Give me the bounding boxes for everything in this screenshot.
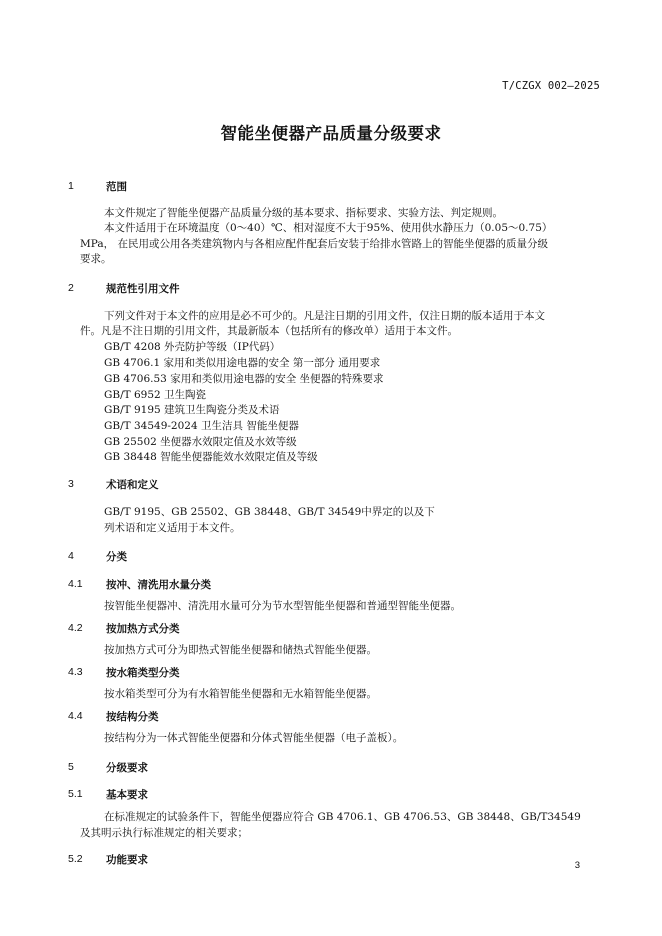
section-3-paragraph-line-2: 列术语和定义适用于本文件。	[104, 522, 241, 534]
section-2-paragraph-line-1: 下列文件对于本文件的应用是必不可少的。凡是注日期的引用文件，仅注日期的版本适用于本文	[104, 310, 545, 322]
document-title: 智能坐便器产品质量分级要求	[220, 124, 442, 143]
subsection-4-4-title: 按结构分类	[106, 711, 159, 723]
subsection-5-1-number: 5.1	[68, 788, 83, 800]
section-1-number: 1	[68, 180, 74, 192]
subsection-4-2-text: 按加热方式可分为即热式智能坐便器和储热式智能坐便器。	[104, 644, 377, 656]
subsection-5-1-text-line-2: 及其明示执行标准规定的相关要求；	[80, 827, 248, 839]
subsection-5-1-text-line-1: 在标准规定的试验条件下，智能坐便器应符合 GB 4706.1、GB 4706.53、GB 38448、GB/T34549	[104, 811, 581, 823]
section-5-title: 分级要求	[106, 762, 148, 774]
page-number: 3	[574, 860, 580, 871]
reference-item: GB 4706.53 家用和类似用途电器的安全 坐便器的特殊要求	[104, 373, 384, 385]
section-5-number: 5	[68, 761, 74, 773]
subsection-4-1-title: 按冲、清洗用水量分类	[106, 579, 211, 591]
reference-item: GB/T 6952 卫生陶瓷	[104, 389, 207, 401]
subsection-4-3-title: 按水箱类型分类	[106, 667, 180, 679]
subsection-4-4-text: 按结构分为一体式智能坐便器和分体式智能坐便器（电子盖板）。	[104, 732, 404, 744]
subsection-4-4-number: 4.4	[68, 710, 83, 722]
subsection-5-2-title: 功能要求	[106, 854, 148, 866]
reference-item: GB 4706.1 家用和类似用途电器的安全 第一部分 通用要求	[104, 357, 381, 369]
section-4-number: 4	[68, 550, 74, 562]
document-number: T/CZGX 002—2025	[502, 80, 600, 92]
reference-item: GB/T 4208 外壳防护等级（IP代码）	[104, 341, 281, 353]
section-1-paragraph-2-line-2: MPa， 在民用或公用各类建筑物内与各相应配件配套后安装于给排水管路上的智能坐便器的质量分级	[80, 238, 548, 250]
subsection-4-2-title: 按加热方式分类	[106, 623, 180, 635]
section-3-number: 3	[68, 478, 74, 490]
subsection-5-2-number: 5.2	[68, 853, 83, 865]
section-1-paragraph-2-line-3: 要求。	[80, 253, 112, 265]
section-1-title: 范围	[106, 181, 127, 193]
section-1-paragraph-2-line-1: 本文件适用于在环境温度（0～40）℃、相对湿度不大于95%、使用供水静压力（0.05～0.75）	[104, 222, 553, 234]
section-3-title: 术语和定义	[106, 479, 159, 491]
reference-item: GB/T 34549-2024 卫生洁具 智能坐便器	[104, 420, 299, 432]
subsection-4-3-number: 4.3	[68, 666, 83, 678]
subsection-4-1-number: 4.1	[68, 578, 83, 590]
subsection-5-1-title: 基本要求	[106, 789, 148, 801]
section-3-paragraph-line-1: GB/T 9195、GB 25502、GB 38448、GB/T 34549中界定的以及下	[104, 506, 435, 518]
reference-item: GB/T 9195 建筑卫生陶瓷分类及术语	[104, 404, 280, 416]
section-1-paragraph-1: 本文件规定了智能坐便器产品质量分级的基本要求、指标要求、实验方法、判定规则。	[104, 207, 503, 219]
subsection-4-3-text: 按水箱类型可分为有水箱智能坐便器和无水箱智能坐便器。	[104, 688, 377, 700]
section-2-title: 规范性引用文件	[106, 283, 180, 295]
section-4-title: 分类	[106, 551, 127, 563]
subsection-4-2-number: 4.2	[68, 622, 83, 634]
reference-item: GB 38448 智能坐便器能效水效限定值及等级	[104, 451, 318, 463]
section-2-number: 2	[68, 282, 74, 294]
section-2-paragraph-line-2: 件。凡是不注日期的引用文件，其最新版本（包括所有的修改单）适用于本文件。	[80, 325, 458, 337]
subsection-4-1-text: 按智能坐便器冲、清洗用水量可分为节水型智能坐便器和普通型智能坐便器。	[104, 600, 461, 612]
reference-item: GB 25502 坐便器水效限定值及水效等级	[104, 436, 297, 448]
